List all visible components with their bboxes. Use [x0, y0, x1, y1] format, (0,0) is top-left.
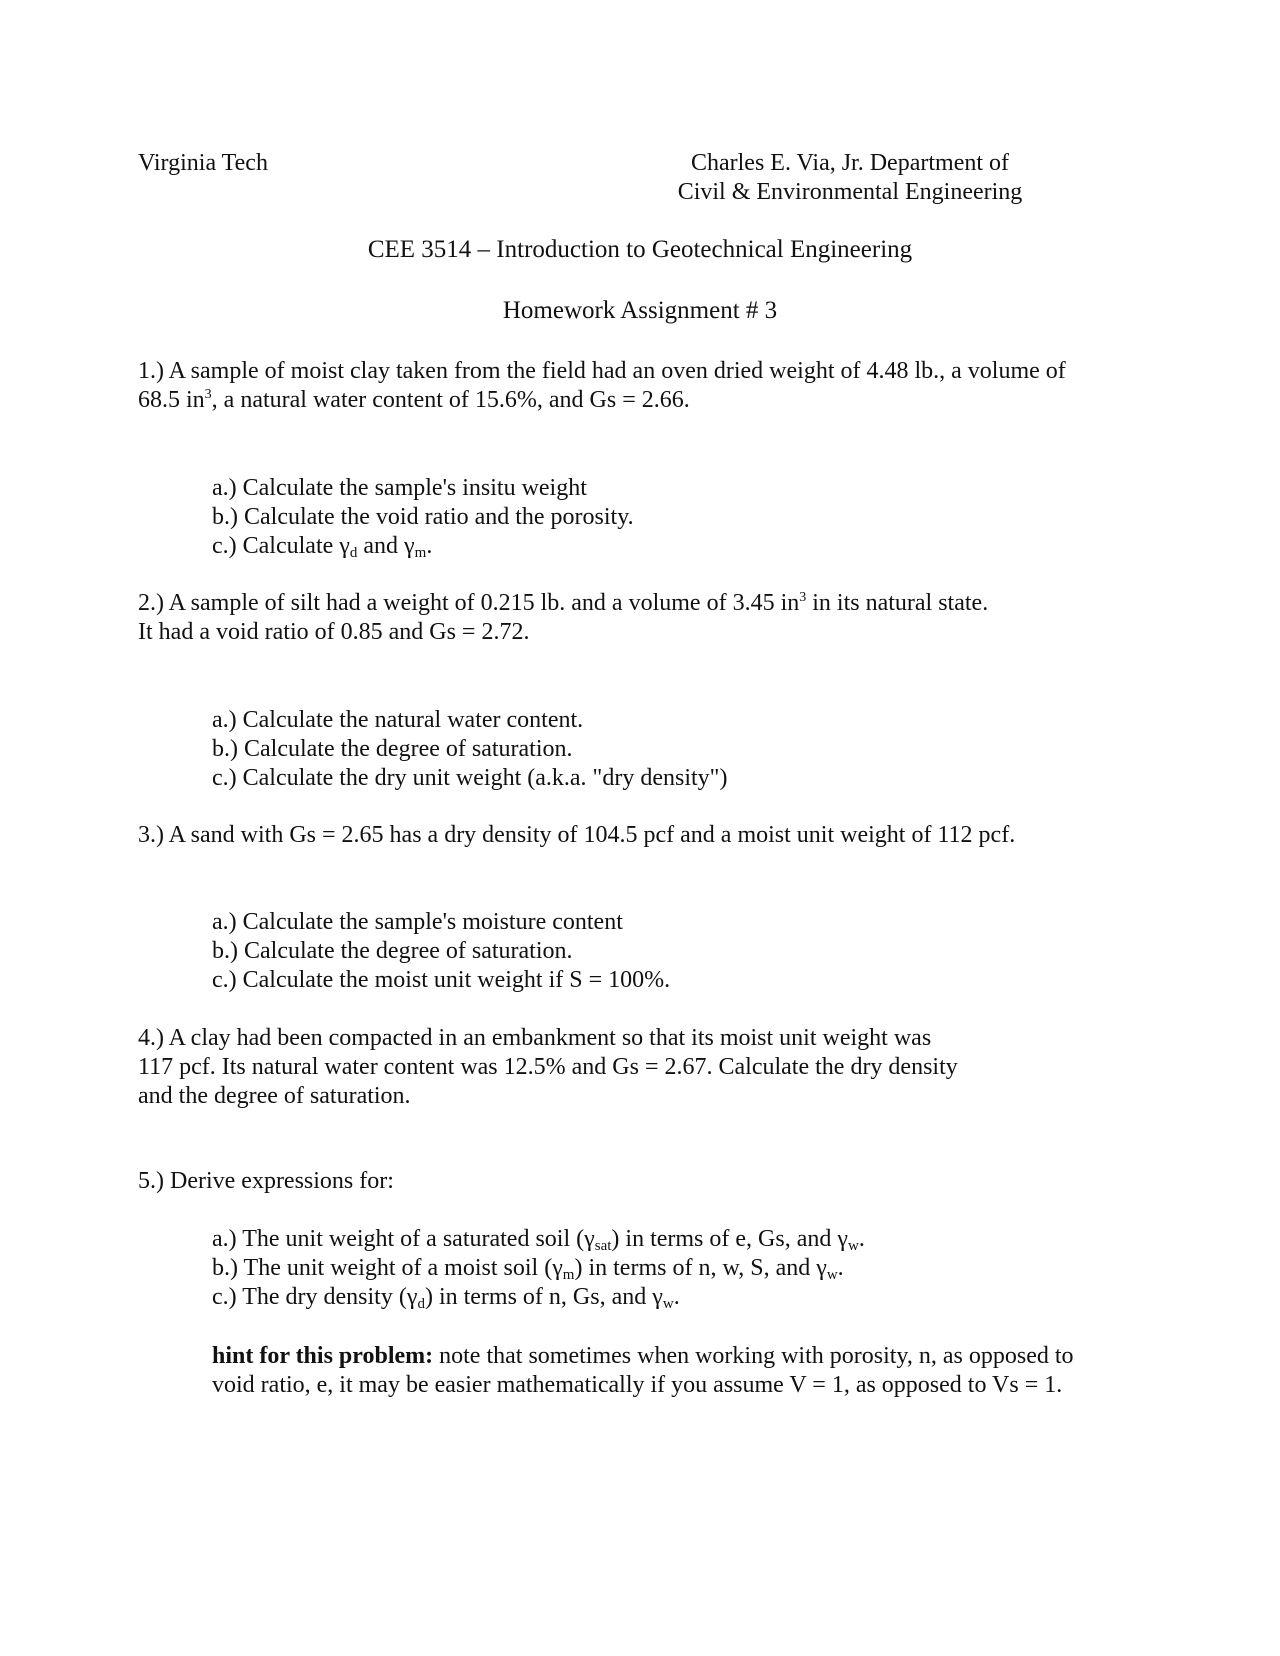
problem-5-statement	[138, 1167, 394, 1196]
assignment-title: Homework Assignment # 3	[502, 297, 778, 324]
hint-label: hint for this problem:	[212, 1343, 434, 1369]
problem-4-line-2: 117 pcf. Its natural water content was 12.5% and Gs = 2.67. Calculate the dry density	[138, 1054, 958, 1080]
problem-1-line-2: 68.5 $in^3$, a natural water content of 15.6%, and Gs = 2.66.	[138, 387, 690, 413]
problem-2-line-1: 2.) A sample of silt had a weight of 0.215 lb. and a volume of 3.45 $in^3$ in its natural state.	[138, 590, 989, 616]
course-title: CEE 3514 – Introduction to Geotechnical Engineering	[367, 236, 913, 263]
problem-2-part-a: a.) Calculate the natural water content.	[212, 707, 584, 733]
problem-5-part-b: b.) The unit weight of a moist soil $(\gamma_m)$ in terms of n, w, S, and $\gamma_w$.	[212, 1255, 844, 1283]
problem-4-line-1: 4.) A clay had been compacted in an embankment so that its moist unit weight was	[138, 1025, 932, 1051]
problem-5-parts	[212, 1225, 865, 1312]
problem-1-part-a: a.) Calculate the sample's insitu weight	[212, 475, 587, 501]
problem-1-part-c: c.) Calculate $\gamma_d$ and $\gamma_m$.	[212, 533, 433, 561]
problem-3-statement	[138, 821, 1015, 850]
problem-3-line-1: 3.) A sand with Gs = 2.65 has a dry density of 104.5 pcf and a moist unit weight of 112 pcf.	[138, 822, 1016, 848]
problem-5-hint	[212, 1342, 1074, 1400]
problem-3-part-b: b.) Calculate the degree of saturation.	[212, 938, 573, 964]
problem-3-parts	[212, 908, 670, 995]
hint-line-1: hint for this problem: note that sometimes when working with porosity, n, as opposed to	[212, 1343, 1074, 1369]
hint-line-2: void ratio, e, it may be easier mathematically if you assume V = 1, as opposed to Vs = 1.	[212, 1372, 1063, 1398]
department-line-2: Civil & Environmental Engineering	[677, 179, 1023, 205]
problem-1-part-b: b.) Calculate the void ratio and the porosity.	[212, 504, 634, 530]
problem-4-line-3: and the degree of saturation.	[138, 1083, 411, 1109]
problem-1-statement	[138, 357, 1066, 415]
problem-2-parts	[212, 706, 727, 793]
problem-3-part-c: c.) Calculate the moist unit weight if S = 100%.	[212, 967, 671, 993]
problem-4-statement	[138, 1024, 958, 1111]
problem-2-statement	[138, 589, 988, 647]
problem-2-line-2: It had a void ratio of 0.85 and Gs = 2.72.	[138, 619, 530, 645]
problem-2-part-b: b.) Calculate the degree of saturation.	[212, 736, 573, 762]
problem-5-line-1: 5.) Derive expressions for:	[138, 1168, 394, 1194]
institution-name: Virginia Tech	[138, 150, 268, 176]
problem-3-part-a: a.) Calculate the sample's moisture content	[212, 909, 623, 935]
problem-5-part-c: c.) The dry density $(\gamma_d)$ in terms of n, Gs, and $\gamma_w$.	[212, 1284, 680, 1312]
problem-1-line-1: 1.) A sample of moist clay taken from the field had an oven dried weight of 4.48 lb., a volume of	[138, 358, 1066, 384]
problem-1-parts	[212, 474, 634, 561]
department-line-1: Charles E. Via, Jr. Department of	[690, 150, 1010, 176]
problem-2-part-c: c.) Calculate the dry unit weight (a.k.a. "dry density")	[212, 765, 728, 791]
problem-5-part-a: a.) The unit weight of a saturated soil $(\gamma_{sat})$ in terms of e, Gs, and $\gamma_w$.	[212, 1226, 865, 1254]
department-name	[660, 149, 1040, 207]
